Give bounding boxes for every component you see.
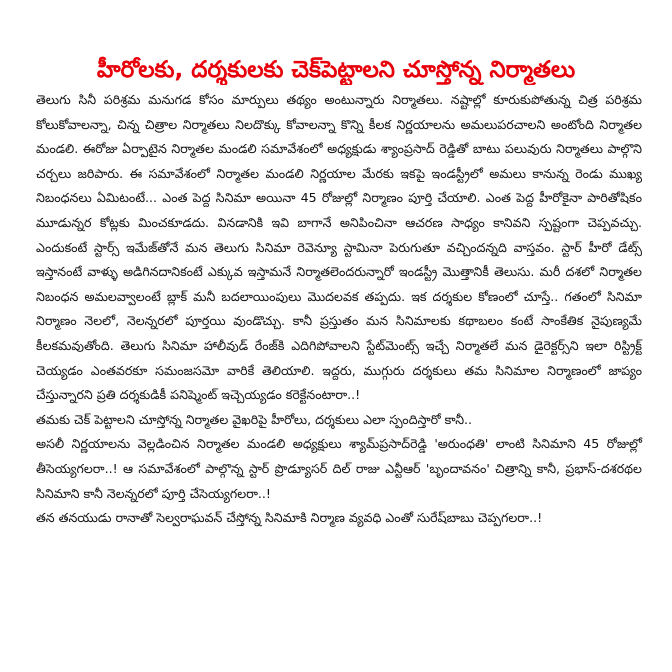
article-headline: హీరోలకు, దర్శకులకు చెక్‌పెట్టాలని చూస్తోన్న నిర్మాతలు [96, 57, 576, 84]
article-paragraph: తన తనయుడు రానాతో సెల్వరాఘవన్ చేస్తోన్న సినిమాకి నిర్మాణ వ్యవధి ఎంతో సురేష్‌బాబు చెప్పగలరా..! [36, 510, 543, 526]
article-paragraph: అసలీ నిర్ణయాలను వెల్లడించిన నిర్మాతల మండలి అధ్యక్షులు శ్యామ్‌ప్రసాద్‌రెడ్డి 'అరుంధతి' లాంటి సినిమాని 45 రోజుల్లో తీసెయ్యగలరా..! ఆ సమావేశంలో పాల్గొన్న స్టార్ ప్రొడ్యూసర్ దిల్ రాజు ఎన్టీఆర్ 'బృందావనం' చిత్రాన్ని కానీ, ప్రభాస్-దశరథల సినిమాని కానీ నెలన్నరలో పూర్తి చేసెయ్యగలరా..! [36, 436, 642, 501]
article-paragraph: తమకు చెక్ పెట్టాలని చూస్తోన్న నిర్మాతల వైఖరిపై హీరోలు, దర్శకులు ఎలా స్పందిస్తారో కానీ.. [36, 411, 473, 427]
article-paragraph: తెలుగు సినీ పరిశ్రమ మనుగడ కోసం మార్పులు తథ్యం అంటున్నారు నిర్మాతలు. నష్టాల్లో కూరుకుపోతున్న చిత్ర పరిశ్రమ కోలుకోవాలన్నా, చిన్న చిత్రాల నిర్మాతలు నిలదొక్కు కోవాలన్నా కొన్ని కీలక నిర్ణయాలను అమలుపరచాలని అంటోంది నిర్మాతల మండలి. ఈరోజు ఏర్పాటైన నిర్మాతల మండలి సమావేశంలో అధ్యక్షుడు శ్యాంప్రసాద్ రెడ్డితో బాటు పలువురు నిర్మాతలు పాల్గొని చర్చలు జరిపారు. ఈ సమావేశంలో నిర్మాతల మండలి నిర్ణయాల మేరకు ఇకపై ఇండస్ట్రీలో అమలు కానున్న రెండు ముఖ్య నిబంధనలు ఏమిటంటే... ఎంత పెద్ద సినిమా అయినా 45 రోజుల్లో నిర్మాణం పూర్తి చేయాలి. ఎంత పెద్ద హీరోకైనా పారితోషికం మూడున్నర కోట్లకు మించకూడదు. వినడానికి ఇవి బాగానే అనిపించినా ఆచరణ సాధ్యం కానివని స్పష్టంగా చెప్పవచ్చు. ఎందుకంటే స్టార్స్ ఇమేజ్‌తోనే మన తెలుగు సినిమా రెవెన్యూ స్టామినా పెరుగుతూ వచ్చిందన్నది వాస్తవం. స్టార్ హీరో డేట్స్ ఇస్తానంటే వాళ్ళు అడిగినదానికంటే ఎక్కువ ఇస్తామనే నిర్మాతలెందరున్నారో ఇండస్ట్రీ మొత్తానికీ తెలుసు. మరీ దశలో నిర్మాతల నిబంధన అమలవ్వాలంటే బ్లాక్ మనీ బదలాయింపులు మొదలవక తప్పదు. ఇక దర్శకుల కోణంలో చూస్తే.. గతంలో సినిమా నిర్మాణం నెలలో, నెలన్నరలో పూర్తయి వుండొచ్చు. కానీ ప్రస్తుతం మన సినిమాలకు కథాబలం కంటే సాంకేతిక నైపుణ్యమే కీలకమవుతోంది. తెలుగు సినిమా హాలీవుడ్ రేంజ్‌కి ఎదిగిపోవాలని స్టేట్‌మెంట్స్ ఇచ్చే నిర్మాతలే మన డైరెక్టర్స్‌ని ఇలా రిస్ట్రిక్ట్ చెయ్యడం ఎంతవరకూ సమంజసమో వారికే తెలియాలి. ఇద్దరు, ముగ్గురు దర్శకులు తమ సినిమాల నిర్మాణంలో జాప్యం చేస్తున్నారని ప్రతి దర్శకుడికీ పనిష్మెంట్ ఇచ్చెయ్యడం కరెక్టేనంటారా..! [36, 92, 642, 403]
article-body [36, 88, 642, 531]
